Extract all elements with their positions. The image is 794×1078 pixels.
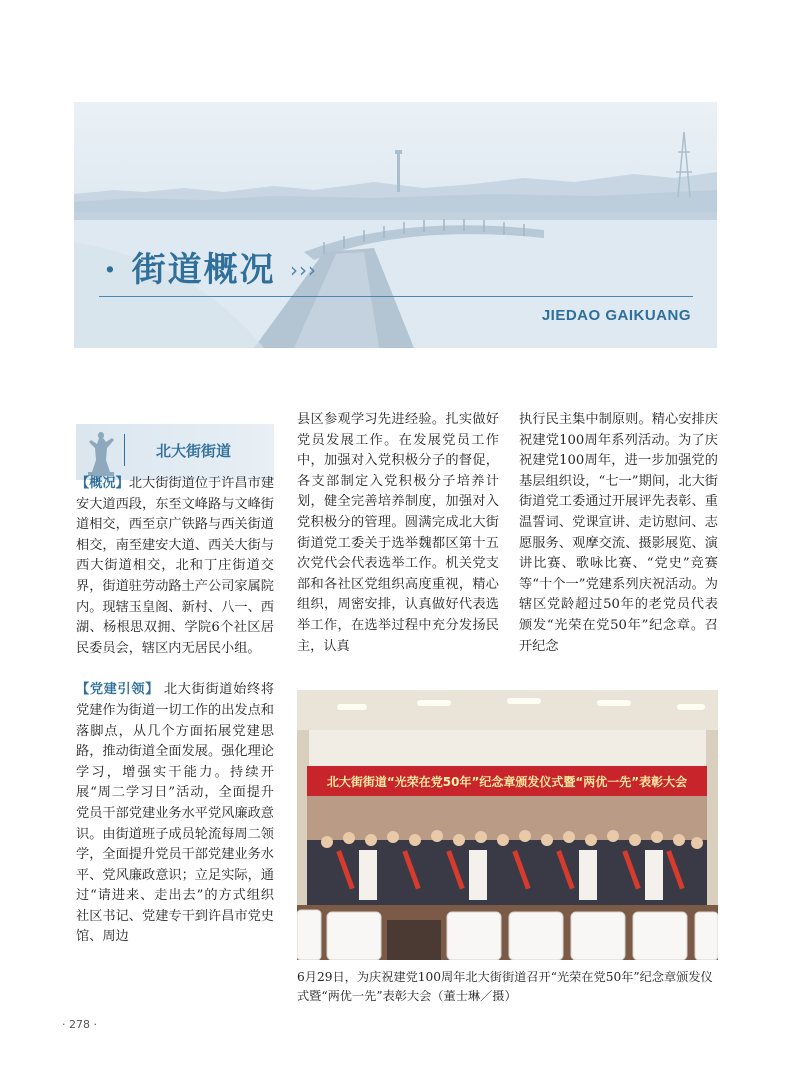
photo-caption: 6月29日，为庆祝建党100周年北大街街道召开“光荣在党50年”纪念章颁发仪式暨“两优一先”表彰大会（董士琳／摄） bbox=[297, 970, 713, 1003]
chevrons-icon: ››› bbox=[290, 258, 317, 282]
chapter-pinyin: JIEDAO GAIKUANG bbox=[541, 307, 691, 324]
party-building-text: 北大街街道始终将党建作为街道一切工作的出发点和落脚点，从几个方面拓展党建思路，推动街道全面发展。强化理论学习，增强实干能力。持续开展“周二学习日”活动，全面提升党员干部党建业务水平党风廉政意识。由街道班子成员轮流每周二领学，全面提升党员干部党建业务水平、党风廉政意识；立足实际，通过“请进来、走出去”的方式组织社区书记、党建专干到许昌市党史馆、周边 bbox=[76, 682, 275, 945]
event-photo bbox=[297, 690, 718, 960]
overview-text: 北大街街道位于许昌市建安大道西段，东至文峰路与文峰街道相交，西至京广铁路与西关街道相交，南至建安大道、西关大街与西大街道相交，北和丁庄街道交界，街道驻劳动路土产公司家属院内。现辖玉皇阁、新村、八一、西湖、杨根思双拥、学院6个社区居民委员会，辖区内无居民小组。 bbox=[76, 476, 275, 656]
chapter-banner bbox=[74, 102, 717, 348]
column-2-text: 县区参观学习先进经验。扎实做好党员发展工作。在发展党员工作中，加强对入党积极分子的督促，各支部制定入党积极分子培养计划，健全完善培养制度，加强对入党积极分的管理。圆满完成北大街街道党工委关于选举魏都区第十五次党代会代表选举工作。机关党支部和各社区党组织高度重视，精心组织，周密安排，认真做好代表选举工作，在选举过程中充分发扬民主，认真 bbox=[297, 412, 499, 654]
title-rule bbox=[99, 296, 693, 297]
ceremony-banner-text: 北大街街道“光荣在党50年”纪念章颁发仪式暨“两优一先”表彰大会 bbox=[326, 775, 688, 789]
column-1 bbox=[76, 474, 274, 948]
section-header bbox=[76, 424, 274, 480]
column-3-text: 执行民主集中制原则。精心安排庆祝建党100周年系列活动。为了庆祝建党100周年，进一步加强党的基层组织设，“七一”期间，北大街街道党工委通过开展评先表彰、重温誓词、党课宣讲、走访慰问、志愿服务、观摩交流、摄影展览、演讲比赛、歌咏比赛、“党史”竞赛等“十个一”党建系列庆祝活动。为辖区党龄超过50年的老党员代表颁发“光荣在党50年”纪念章。召开纪念 bbox=[519, 412, 718, 654]
paragraph-party-building bbox=[76, 680, 274, 948]
award-ceremony-photo bbox=[297, 690, 718, 960]
paragraph-overview bbox=[76, 474, 274, 659]
tag-overview: 【概况】 bbox=[76, 476, 129, 491]
column-3 bbox=[519, 410, 718, 657]
page-number: · 278 · bbox=[62, 1018, 97, 1031]
chapter-title: · 街道概况 bbox=[104, 250, 276, 290]
tag-party-building: 【党建引领】 bbox=[76, 682, 160, 698]
statue-icon bbox=[82, 428, 120, 478]
section-title: 北大街街道 bbox=[156, 442, 232, 460]
column-2 bbox=[297, 410, 499, 657]
header-divider bbox=[124, 434, 125, 466]
